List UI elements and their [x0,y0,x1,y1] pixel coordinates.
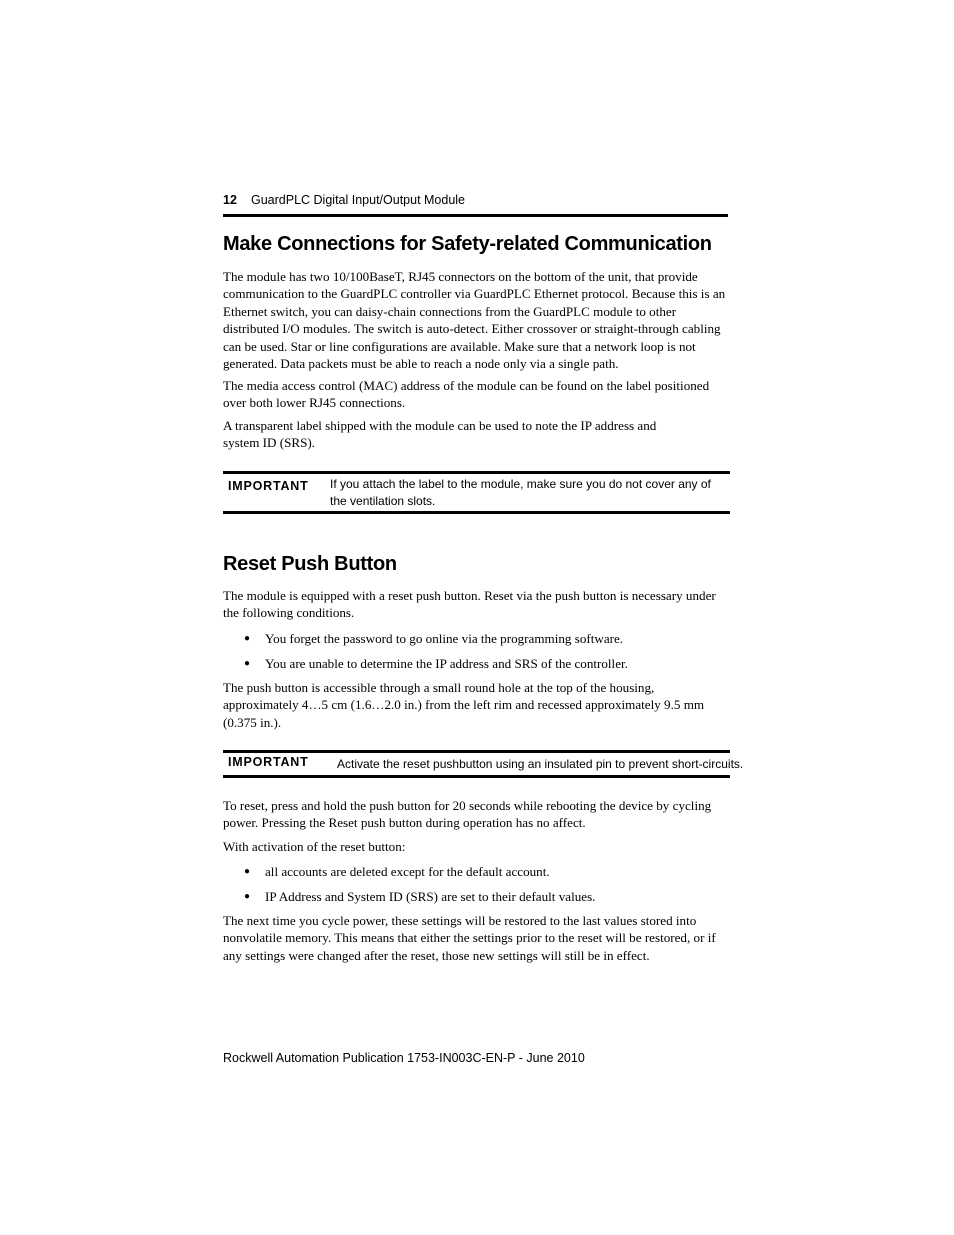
section-heading-reset: Reset Push Button [223,553,397,575]
list-item-text: IP Address and System ID (SRS) are set to their default values. [265,889,596,904]
important-text: If you attach the label to the module, make sure you do not cover any of the ventilation slots. [330,477,711,508]
paragraph-connectors: The module has two 10/100BaseT, RJ45 connectors on the bottom of the unit, that provide communication to the GuardPLC controller via GuardPLC Ethernet protocol. Because this is an Ethernet switch, you can daisy-chain connections from the GuardPLC module to other distributed I/O modules. The switch is auto-detect. Either crossover or straight-through cabling can be used. Star or line configurations are available. Make sure that a network loop is not generated. Data packets must be able to reach a node only via a single path. [223,269,726,372]
important-text: Activate the reset pushbutton using an insulated pin to prevent short-circuits. [337,757,744,771]
paragraph-transparent-label: A transparent label shipped with the module can be used to note the IP address and system ID (SRS). [223,418,657,451]
bullet-icon: ● [244,866,251,877]
section-heading-connections: Make Connections for Safety-related Communication [223,233,712,255]
header-rule [223,214,728,217]
running-header-title: GuardPLC Digital Input/Output Module [251,193,466,207]
bullet-icon: ● [244,633,251,644]
list-item-text: all accounts are deleted except for the default account. [265,864,550,879]
list-item-text: You forget the password to go online via the programming software. [265,631,624,646]
running-header [223,191,728,215]
paragraph-button-location: The push button is accessible through a small round hole at the top of the housing, approximately 4…5 cm (1.6…2.0 in.) from the left rim and recessed approximately 9.5 mm (0.375 in.). [223,680,705,730]
list-item-text: You are unable to determine the IP address and SRS of the controller. [265,656,628,671]
bullet-icon: ● [244,891,251,902]
paragraph-mac-address: The media access control (MAC) address of the module can be found on the label positioned over both lower RJ45 connections. [223,378,710,411]
page-footer: Rockwell Automation Publication 1753-IN003C-EN-P - June 2010 [223,1051,585,1065]
important-label: IMPORTANT [228,479,309,493]
important-note-label-placement [223,471,730,514]
important-label: IMPORTANT [228,755,309,769]
paragraph-reset-intro: The module is equipped with a reset push button. Reset via the push button is necessary under the following conditions. [223,588,716,621]
paragraph-closing: The next time you cycle power, these settings will be restored to the last values stored into nonvolatile memory. This means that either the settings prior to the reset will be restored, or if any settings were changed after the reset, those new settings will still be in effect. [223,913,716,963]
page-number: 12 [223,193,237,207]
important-note-insulated-pin [223,750,744,778]
bullet-icon: ● [244,658,251,669]
paragraph-activation-intro: With activation of the reset button: [223,839,406,854]
paragraph-reset-instruction: To reset, press and hold the push button for 20 seconds while rebooting the device by cycling power. Pressing the Reset push button during operation has no affect. [223,798,712,831]
